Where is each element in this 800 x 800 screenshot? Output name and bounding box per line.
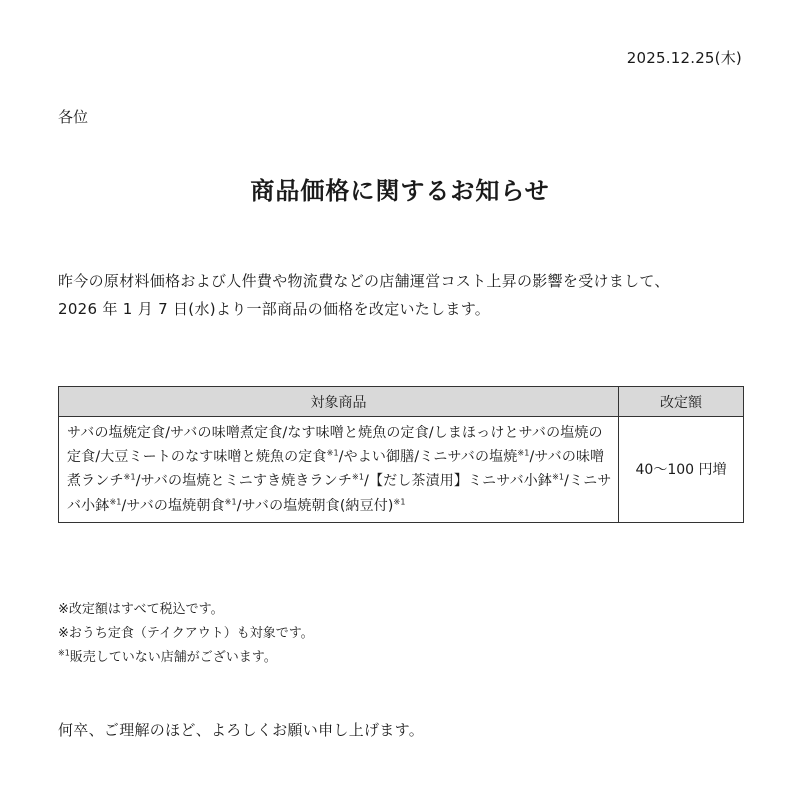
note-not-available bbox=[58, 646, 314, 670]
note-tax-included: ※改定額はすべて税込です。 bbox=[58, 602, 224, 617]
footnote-marker: ※1 bbox=[393, 496, 406, 506]
product-separator: / bbox=[414, 449, 420, 466]
notice-date: 2025.12.25(木) bbox=[626, 49, 742, 67]
product-item bbox=[141, 473, 365, 489]
notes bbox=[58, 598, 314, 670]
product-name: なす味噌と焼魚の定食 bbox=[287, 425, 429, 441]
product-name: しまほっけとサバの塩焼の定食 bbox=[67, 425, 603, 466]
product-item bbox=[369, 473, 564, 489]
closing-remark: 何卒、ご理解のほど、よろしくお願い申し上げます。 bbox=[58, 721, 425, 739]
product-item bbox=[67, 425, 165, 441]
footnote-marker: ※1 bbox=[123, 472, 136, 482]
footnote-marker: ※1 bbox=[58, 648, 70, 658]
price-revision-table bbox=[58, 386, 744, 523]
product-item bbox=[419, 449, 529, 465]
revision-amount-cell: 40～100 円増 bbox=[619, 417, 744, 523]
note-not-available-text: 販売していない店舗がございます。 bbox=[69, 650, 277, 665]
product-separator: / bbox=[165, 425, 171, 441]
product-item bbox=[344, 449, 415, 465]
product-name: サバの塩焼朝食 bbox=[126, 497, 225, 514]
body-line-2: 2026 年 1 月 7 日(水)より一部商品の価格を改定いたします。 bbox=[58, 300, 491, 318]
addressee: 各位 bbox=[58, 108, 89, 126]
product-separator: / bbox=[564, 473, 570, 490]
product-name: 大豆ミートのなす味噌と焼魚の定食 bbox=[100, 449, 327, 466]
product-name: 【だし茶漬用】ミニサバ小鉢 bbox=[368, 473, 553, 490]
header-target-products: 対象商品 bbox=[59, 387, 619, 417]
footnote-marker: ※1 bbox=[352, 472, 365, 482]
note-takeout: ※おうち定食（テイクアウト）も対象です。 bbox=[58, 626, 314, 641]
footnote-marker: ※1 bbox=[224, 496, 237, 506]
footnote-marker: ※1 bbox=[517, 448, 530, 458]
table-row bbox=[59, 417, 744, 523]
product-separator: / bbox=[135, 473, 141, 490]
product-name: サバの塩焼朝食(納豆付) bbox=[241, 497, 394, 514]
product-separator: / bbox=[282, 425, 288, 441]
product-name: サバの味噌煮ランチ bbox=[67, 449, 605, 490]
product-name: サバの塩焼とミニすき焼きランチ bbox=[140, 473, 352, 490]
product-item bbox=[126, 498, 236, 514]
footnote-marker: ※1 bbox=[109, 496, 122, 506]
notice-title: 商品価格に関するお知らせ bbox=[250, 177, 550, 205]
product-separator: / bbox=[121, 497, 127, 514]
notice-body bbox=[58, 267, 758, 323]
product-item bbox=[287, 425, 429, 441]
product-item bbox=[170, 425, 282, 441]
product-separator: / bbox=[338, 449, 344, 466]
product-name: やよい御膳 bbox=[343, 449, 415, 466]
product-item bbox=[100, 449, 339, 465]
footnote-marker: ※1 bbox=[552, 472, 565, 482]
product-name: サバの味噌煮定食 bbox=[170, 425, 283, 441]
product-name: ミニサバ小鉢 bbox=[67, 473, 612, 514]
body-line-1: 昨今の原材料価格および人件費や物流費などの店舗運営コスト上昇の影響を受けまして、 bbox=[58, 272, 670, 290]
product-name: ミニサバの塩焼 bbox=[419, 449, 518, 466]
header-revision-amount: 改定額 bbox=[619, 387, 744, 417]
product-separator: / bbox=[95, 449, 101, 466]
product-separator: / bbox=[236, 497, 242, 514]
product-separator: / bbox=[364, 473, 369, 490]
product-name: サバの塩焼定食 bbox=[67, 425, 166, 441]
table-header-row bbox=[59, 387, 744, 417]
target-products-cell bbox=[59, 417, 619, 523]
product-item bbox=[242, 498, 406, 514]
product-separator: / bbox=[529, 449, 535, 466]
product-separator: / bbox=[428, 425, 434, 441]
footnote-marker: ※1 bbox=[326, 448, 339, 458]
